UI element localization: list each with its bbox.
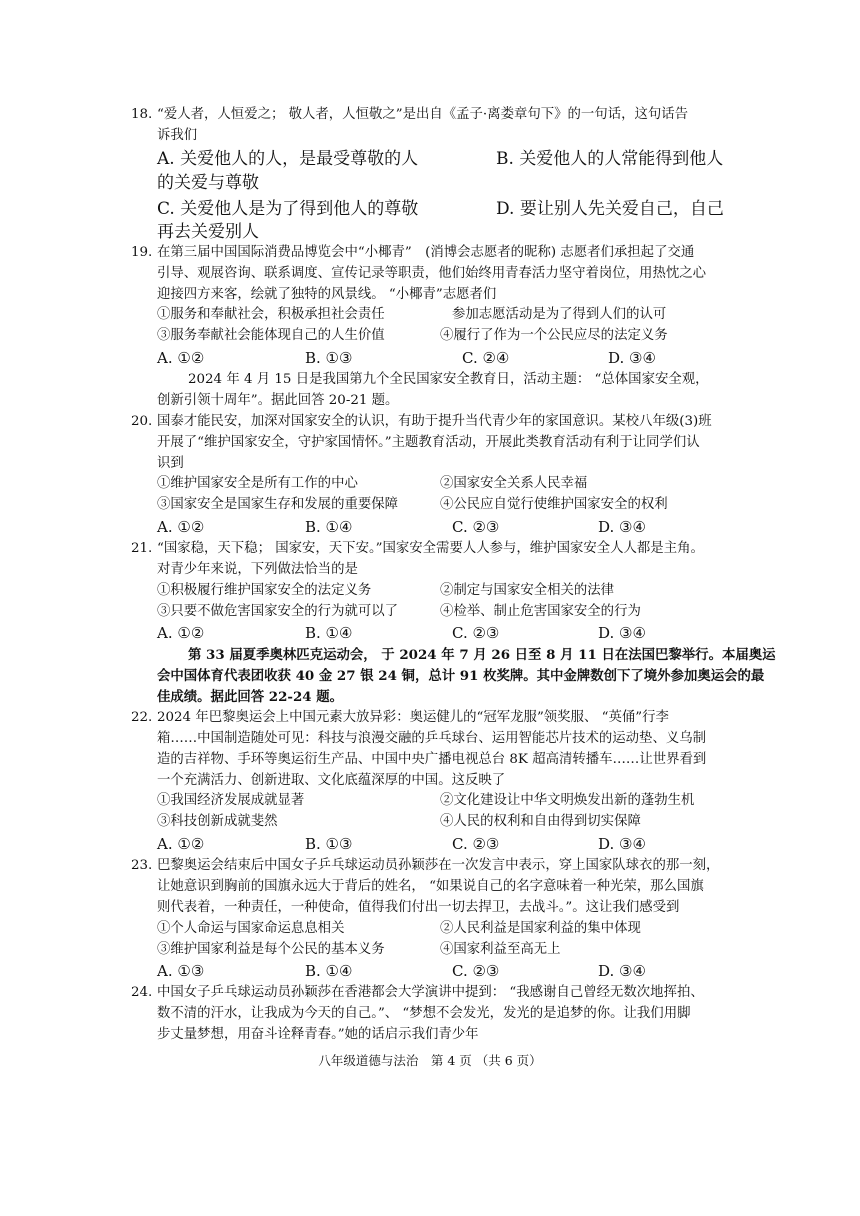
question-number: 24.: [131, 985, 153, 1000]
option-d: D. ③④: [598, 835, 646, 853]
option-b: B. ①③: [305, 349, 353, 367]
intro-text: 第 33 届夏季奥林匹克运动会， 于 2024 年 7 月 26 日至 8 月 11 日在法国巴黎举行。本届奥运: [188, 647, 776, 663]
option-d: D. ③④: [598, 518, 646, 536]
statement-item: ④国家利益至高无上: [440, 942, 561, 957]
statement-item: ②人民利益是国家利益的集中体现: [440, 921, 641, 936]
statement-item: ①积极履行维护国家安全的法定义务: [157, 583, 372, 598]
statement-item: ④检举、制止危害国家安全的行为: [440, 604, 641, 619]
option-a: A. ①②: [157, 835, 205, 853]
option-a: A. 关爱他人的人，是最受尊敬的人: [157, 149, 419, 169]
option-b: B. ①③: [305, 835, 353, 853]
statement-item: ④人民的权利和自由得到切实保障: [440, 814, 641, 829]
option-c: C. ②③: [452, 835, 500, 853]
intro-text: 会中国体育代表团收获 40 金 27 银 24 铜，总计 91 枚奖牌。其中金牌数创下了境外参加奥运会的最: [157, 668, 765, 684]
question-stem: 巴黎奥运会结束后中国女子乒乓球运动员孙颖莎在一次发言中表示，穿上国家队球衣的那一刻，: [157, 858, 720, 873]
question-stem: “国家稳，天下稳； 国家安，天下安。”国家安全需要人人参与，维护国家安全人人都是主角。: [157, 541, 704, 556]
intro-text: 2024 年 4 月 15 日是我国第九个全民国家安全教育日，活动主题： “总体国家安全观，: [188, 372, 709, 387]
intro-text: 佳成绩。据此回答 22-24 题。: [157, 689, 344, 705]
page-footer: 八年级道德与法治 第 4 页 （共 6 页）: [318, 1053, 542, 1068]
question-stem: 识到: [157, 456, 184, 471]
option-b-cont: 的关爱与尊敬: [157, 173, 259, 193]
option-c: C. ②③: [452, 624, 500, 642]
question-stem: 诉我们: [157, 128, 198, 143]
option-c: C. ②④: [462, 349, 510, 367]
question-number: 20.: [131, 414, 153, 429]
statement-item: ③只要不做危害国家安全的行为就可以了: [157, 604, 399, 619]
question-stem: 国泰才能民安，加深对国家安全的认识，有助于提升当代青少年的家国意识。某校八年级(3)班: [157, 414, 712, 429]
question-stem: 对青少年来说，下列做法恰当的是: [157, 562, 358, 577]
statement-item: ②国家安全关系人民幸福: [440, 476, 588, 491]
question-stem: 让她意识到胸前的国旗永远大于背后的姓名， “如果说自己的名字意味着一种光荣，那么国旗: [157, 879, 704, 894]
question-number: 18.: [131, 107, 153, 122]
statement-item: ②文化建设让中华文明焕发出新的蓬勃生机: [440, 793, 695, 808]
statement-item: ①维护国家安全是所有工作的中心: [157, 476, 358, 491]
statement-item: ③国家安全是国家生存和发展的重要保障: [157, 497, 399, 512]
statement-item: ③维护国家利益是每个公民的基本义务: [157, 942, 385, 957]
question-number: 23.: [131, 858, 153, 873]
question-number: 19.: [131, 245, 153, 260]
statement-item: ④公民应自觉行使维护国家安全的权利: [440, 497, 668, 512]
option-c: C. 关爱他人是为了得到他人的尊敬: [157, 199, 419, 219]
option-b: B. ①④: [305, 962, 353, 980]
question-stem: 步丈量梦想，用奋斗诠释青春。”她的话启示我们青少年: [157, 1027, 479, 1042]
statement-item: ①服务和奉献社会，积极承担社会责任: [157, 307, 385, 322]
statement-item: 参加志愿活动是为了得到人们的认可: [452, 307, 667, 322]
option-b: B. ①④: [305, 518, 353, 536]
question-stem: 数不清的汗水，让我成为今天的自己。”、 “梦想不会发光，发光的是追梦的你。让我们用脚: [157, 1006, 691, 1021]
option-d: D. ③④: [598, 624, 646, 642]
option-d: D. ③④: [598, 962, 646, 980]
option-d: D. 要让别人先关爱自己，自己: [496, 199, 724, 219]
question-stem: 在第三届中国国际消费品博览会中“小椰青” (消博会志愿者的昵称) 志愿者们承担起了交通: [157, 245, 695, 260]
option-b: B. 关爱他人的人常能得到他人: [496, 149, 724, 169]
question-stem: 迎接四方来客，绘就了独特的风景线。 “小椰青”志愿者们: [157, 287, 497, 302]
option-b: B. ①④: [305, 624, 353, 642]
statement-item: ③科技创新成就斐然: [157, 814, 278, 829]
question-stem: 中国女子乒乓球运动员孙颖莎在香港都会大学演讲中提到： “我感谢自己曾经无数次地挥拍、: [157, 985, 704, 1000]
question-number: 22.: [131, 710, 153, 725]
question-stem: 造的吉祥物、手环等奥运衍生产品、中国中央广播电视总台 8K 超高清转播车……让世界看到: [157, 752, 707, 767]
statement-item: ②制定与国家安全相关的法律: [440, 583, 615, 598]
option-a: A. ①③: [157, 962, 205, 980]
question-stem: 开展了“维护国家安全，守护家国情怀。”主题教育活动，开展此类教育活动有利于让同学们认: [157, 435, 700, 450]
question-stem: 一个充满活力、创新进取、文化底蕴深厚的中国。这反映了: [157, 773, 506, 788]
question-stem: 引导、观展咨询、联系调度、宣传记录等职责，他们始终用青春活力坚守着岗位，用热忱之心: [157, 266, 707, 281]
question-stem: “爱人者，人恒爱之； 敬人者，人恒敬之”是出自《孟子·离娄章句下》的一句话，这句话告: [157, 107, 689, 122]
option-d-cont: 再去关爱别人: [157, 222, 259, 242]
option-c: C. ②③: [452, 518, 500, 536]
question-stem: 则代表着，一种责任，一种使命，值得我们付出一切去捍卫，去战斗。”。这让我们感受到: [157, 900, 680, 915]
statement-item: ①我国经济发展成就显著: [157, 793, 305, 808]
question-stem: 2024 年巴黎奥运会上中国元素大放异彩：奥运健儿的“冠军龙服”领奖服、 “英俑”行李: [157, 710, 669, 725]
statement-item: ①个人命运与国家命运息息相关: [157, 921, 345, 936]
option-d: D. ③④: [608, 349, 656, 367]
question-stem: 箱……中国制造随处可见：科技与浪漫交融的乒乓球台、运用智能芯片技术的运动垫、义乌制: [157, 731, 707, 746]
option-a: A. ①②: [157, 624, 205, 642]
option-a: A. ①②: [157, 518, 205, 536]
statement-item: ③服务奉献社会能体现自己的人生价值: [157, 328, 385, 343]
option-a: A. ①②: [157, 349, 205, 367]
statement-item: ④履行了作为一个公民应尽的法定义务: [440, 328, 668, 343]
option-c: C. ②③: [452, 962, 500, 980]
question-number: 21.: [131, 541, 153, 556]
intro-text: 创新引领十周年”。据此回答 20-21 题。: [157, 393, 399, 408]
